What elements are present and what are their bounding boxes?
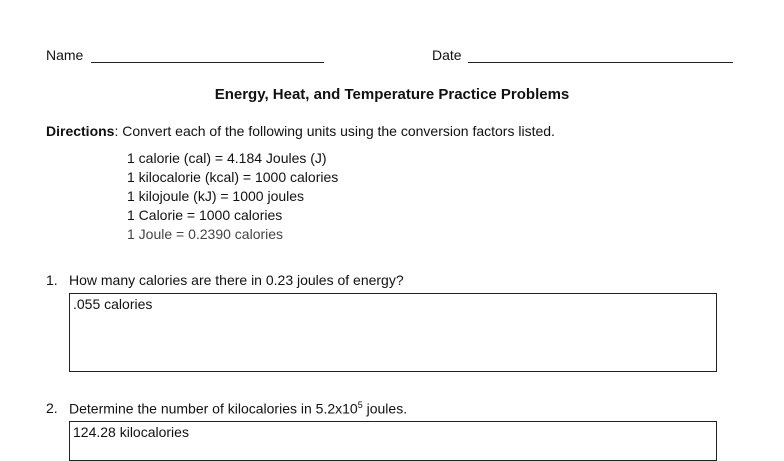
worksheet-title: Energy, Heat, and Temperature Practice Problems <box>214 86 570 103</box>
question-2-number: 2. <box>46 400 58 416</box>
question-1-answer-box[interactable] <box>69 293 717 372</box>
conversion-factor: 1 kilocalorie (kcal) = 1000 calories <box>127 169 339 185</box>
question-2-text-before: Determine the number of kilocalories in 5.2x10 <box>69 400 358 417</box>
conversion-factor: 1 Calorie = 1000 calories <box>127 207 283 223</box>
directions <box>46 123 555 139</box>
question-2-exponent: 5 <box>357 400 363 410</box>
date-field-line[interactable] <box>468 62 733 63</box>
conversion-factor: 1 Joule = 0.2390 calories <box>127 226 284 242</box>
conversion-factors-list <box>127 149 338 244</box>
question-1-text: How many calories are there in 0.23 joules of energy? <box>69 272 404 288</box>
question-2-answer-box[interactable] <box>69 421 717 461</box>
directions-text: : Convert each of the following units using the conversion factors listed. <box>114 123 555 139</box>
directions-label: Directions <box>46 123 115 139</box>
question-2-text-after: joules. <box>362 400 408 417</box>
question-1-number: 1. <box>46 272 58 288</box>
question-2-text <box>69 400 407 417</box>
question-2-answer: 124.28 kilocalories <box>73 424 189 440</box>
name-field-line[interactable] <box>91 62 324 63</box>
conversion-factor: 1 calorie (cal) = 4.184 Joules (J) <box>127 150 327 166</box>
question-1-answer: .055 calories <box>73 296 153 312</box>
date-label: Date <box>432 47 462 63</box>
conversion-factor: 1 kilojoule (kJ) = 1000 joules <box>127 188 305 204</box>
name-label: Name <box>46 47 84 63</box>
